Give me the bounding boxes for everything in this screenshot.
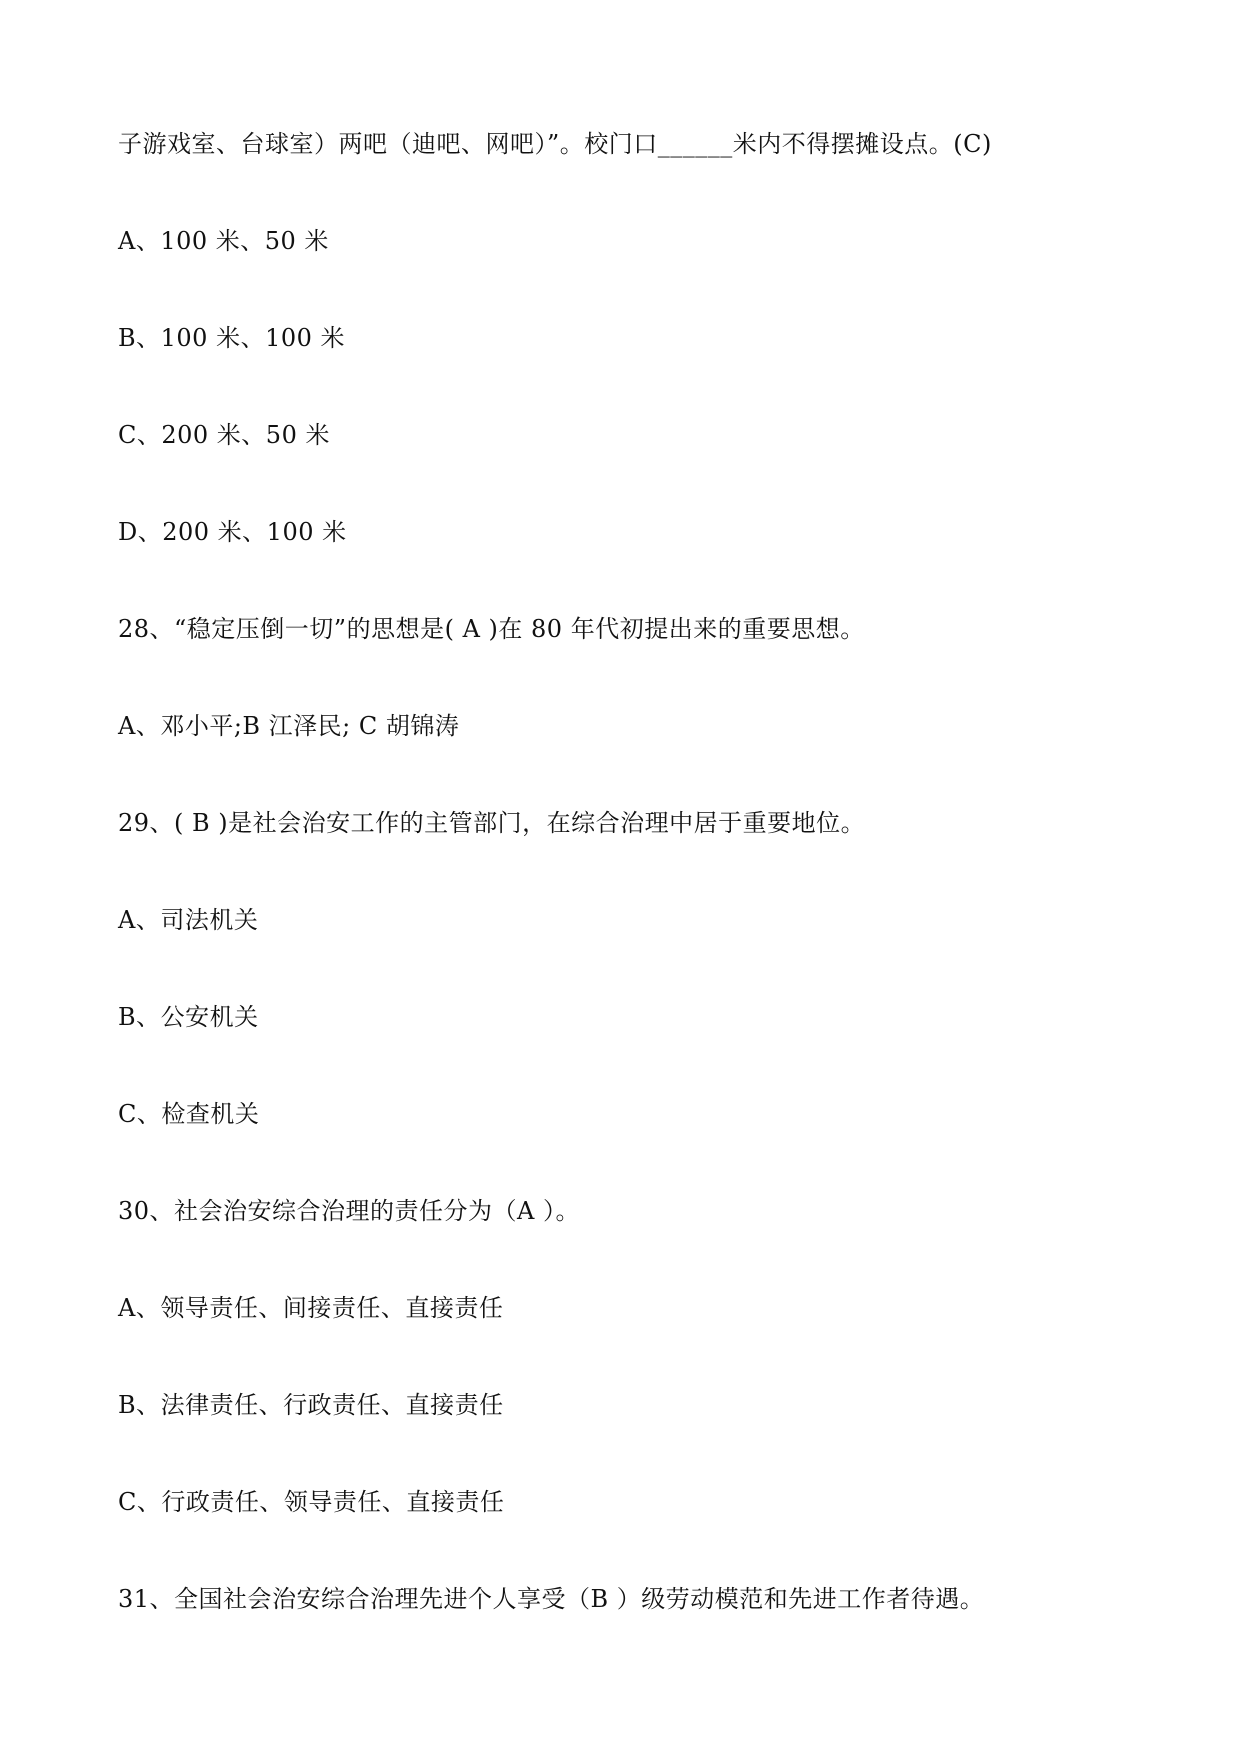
option-d-27: D、200 米、100 米 <box>118 518 347 546</box>
option-b-29: B、公安机关 <box>118 1003 259 1031</box>
question-31: 31、全国社会治安综合治理先进个人享受（B ）级劳动模范和先进工作者待遇。 <box>118 1585 985 1613</box>
question-28: 28、“稳定压倒一切”的思想是( A )在 80 年代初提出来的重要思想。 <box>118 615 865 643</box>
option-c-30: C、行政责任、领导责任、直接责任 <box>118 1488 505 1516</box>
question-27-continuation: 子游戏室、台球室）两吧（迪吧、网吧）”。校门口______米内不得摆摊设点。(C) <box>118 130 992 158</box>
option-b-27: B、100 米、100 米 <box>118 324 346 352</box>
option-c-27: C、200 米、50 米 <box>118 421 330 449</box>
option-b-30: B、法律责任、行政责任、直接责任 <box>118 1391 504 1419</box>
option-a-30: A、领导责任、间接责任、直接责任 <box>118 1294 504 1322</box>
option-a-29: A、司法机关 <box>118 906 259 934</box>
option-c-29: C、检查机关 <box>118 1100 260 1128</box>
question-29: 29、( B )是社会治安工作的主管部门，在综合治理中居于重要地位。 <box>118 809 866 837</box>
option-a-27: A、100 米、50 米 <box>118 227 329 255</box>
options-28: A、邓小平;B 江泽民; C 胡锦涛 <box>118 712 460 740</box>
question-30: 30、社会治安综合治理的责任分为（A ）。 <box>118 1197 580 1225</box>
